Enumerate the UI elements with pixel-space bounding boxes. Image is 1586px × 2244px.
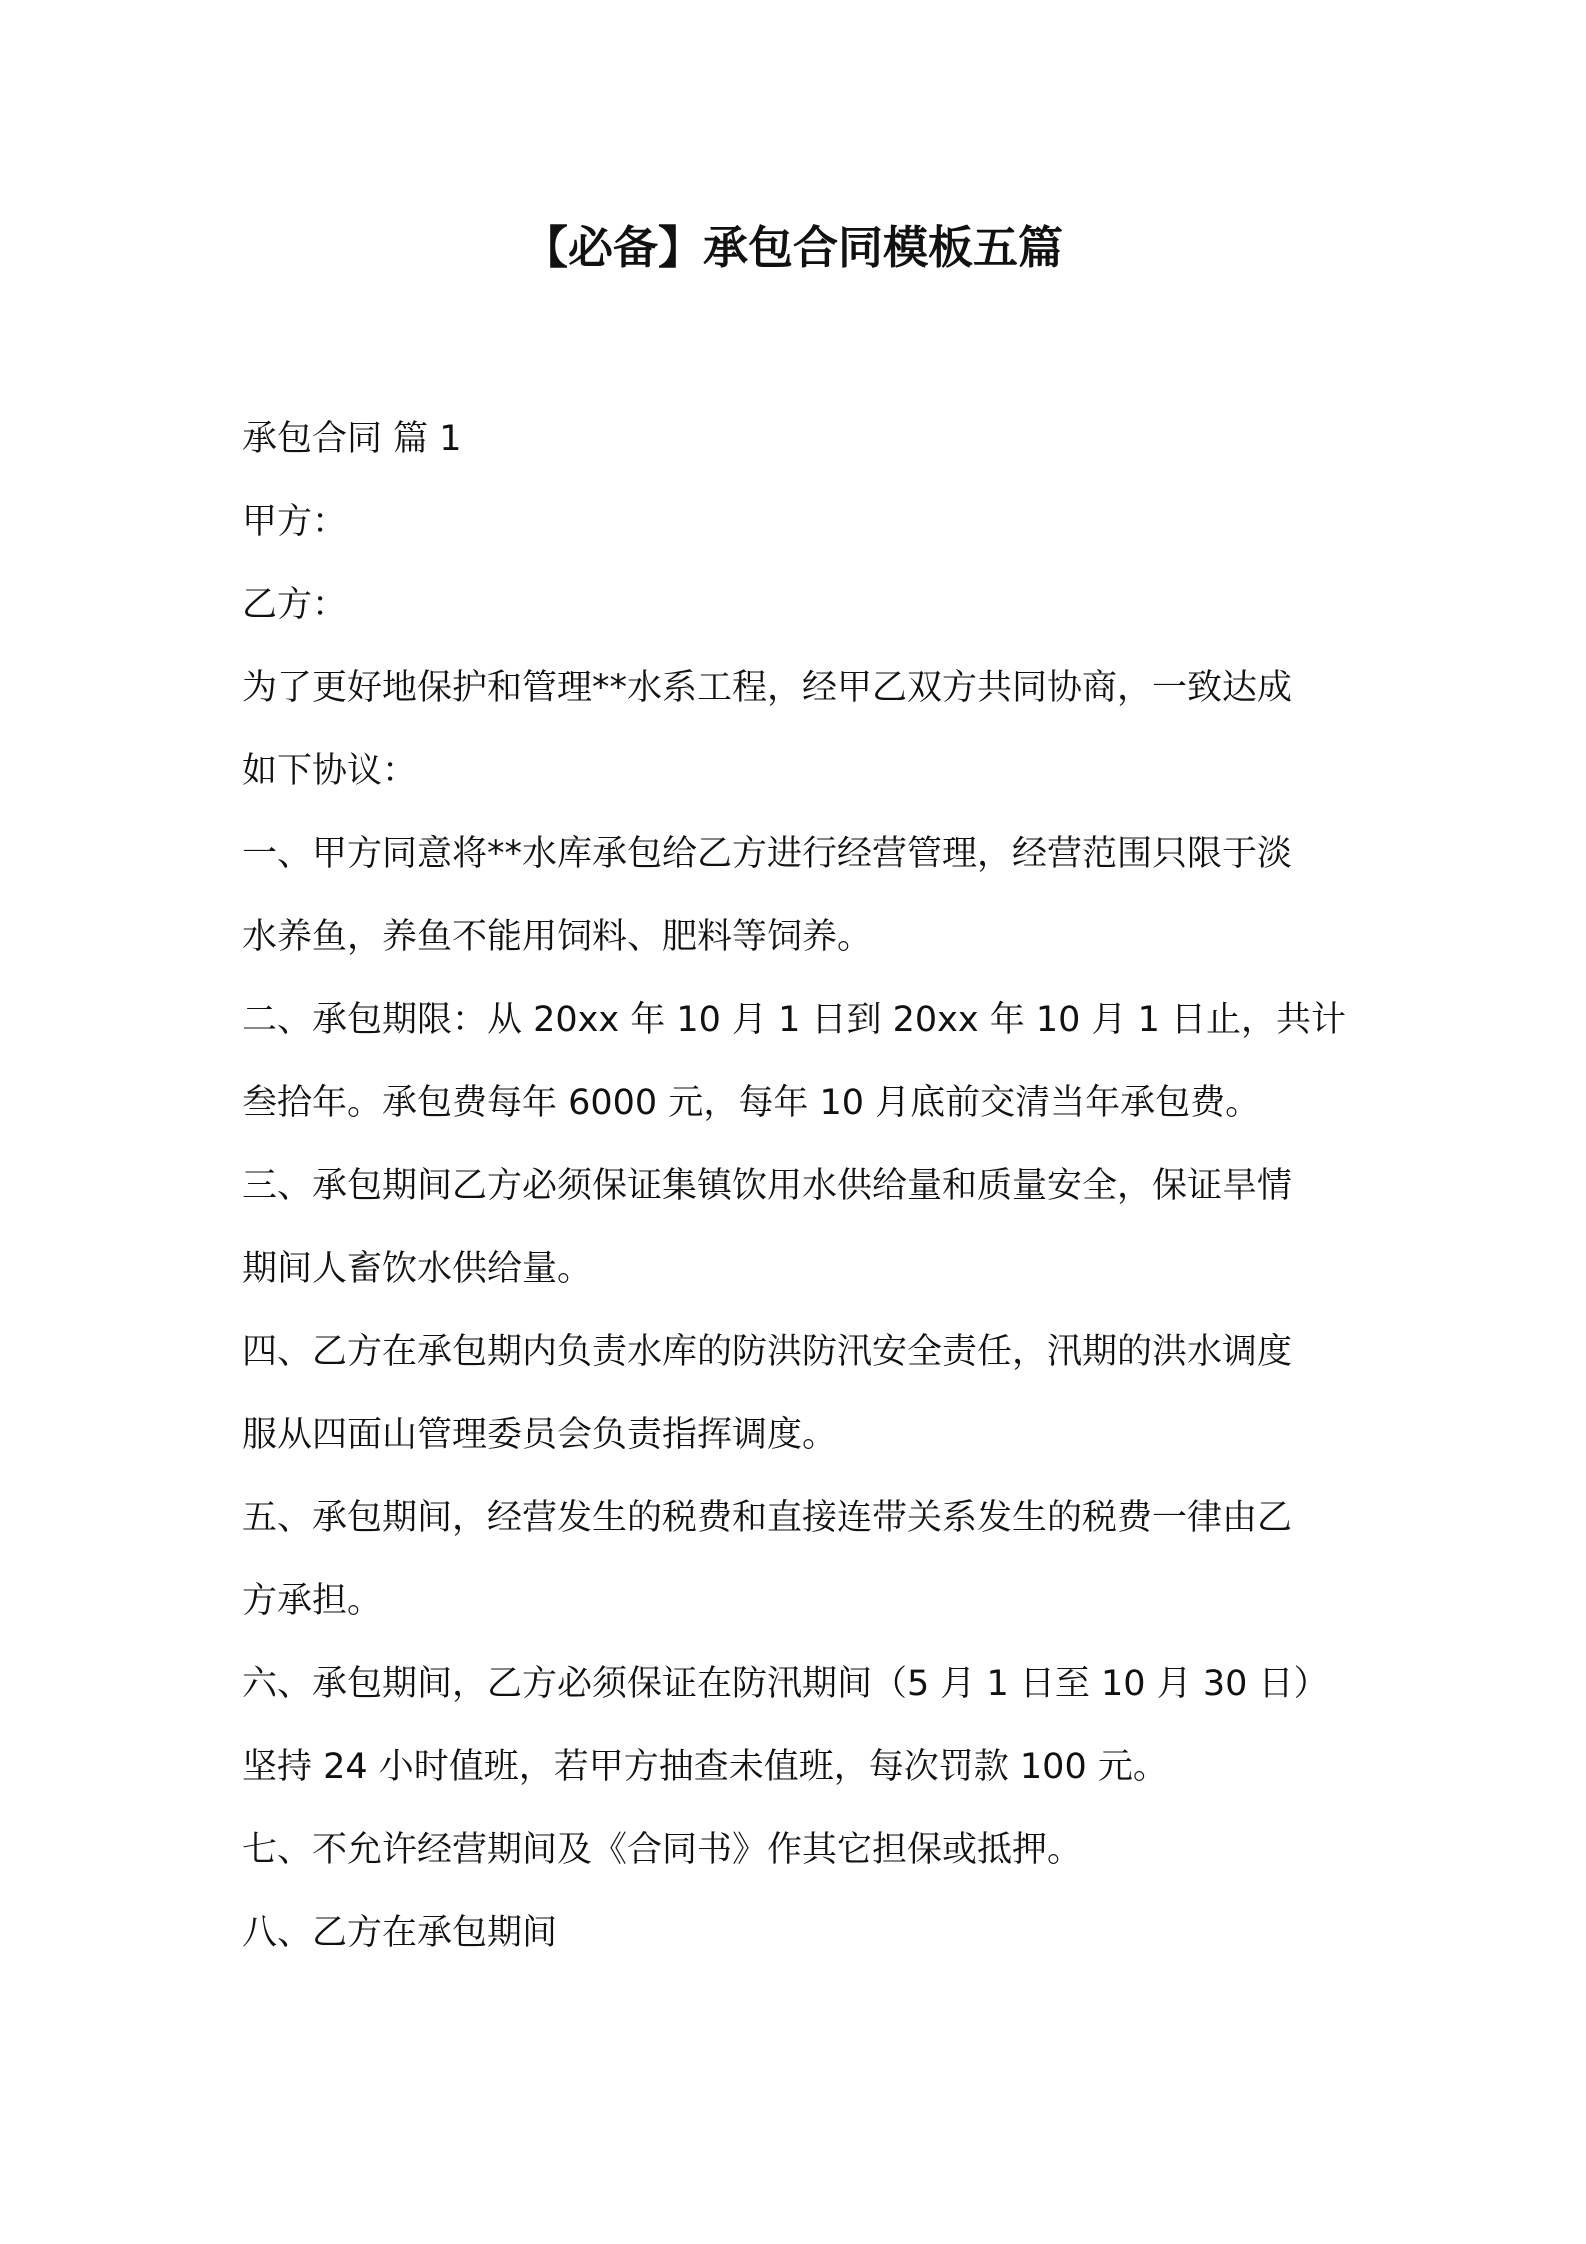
document-body [242,398,1354,1975]
paragraph-line: 如下协议： [242,751,418,791]
clause-line: 八、乙方在承包期间 [242,1913,558,1953]
clause-line: 坚持 24 小时值班，若甲方抽查未值班，每次罚款 100 元。 [242,1747,1168,1787]
paragraph-line: 为了更好地保护和管理**水系工程，经甲乙双方共同协商，一致达成 [242,668,1293,708]
party-a-label: 甲方： [242,502,348,542]
clause-line: 二、承包期限：从 20xx 年 10 月 1 日到 20xx 年 10 月 1 日止，共计 [242,1000,1347,1040]
clause-line: 服从四面山管理委员会负责指挥调度。 [242,1415,838,1455]
party-b-label: 乙方： [242,585,348,625]
clause-line: 一、甲方同意将**水库承包给乙方进行经营管理，经营范围只限于淡 [242,834,1293,874]
clause-line: 方承担。 [242,1581,383,1621]
clause-line: 四、乙方在承包期内负责水库的防洪防汛安全责任，汛期的洪水调度 [242,1332,1293,1372]
clause-line: 七、不允许经营期间及《合同书》作其它担保或抵押。 [242,1830,1083,1870]
clause-line: 期间人畜饮水供给量。 [242,1249,593,1289]
section-heading: 承包合同 篇 1 [242,419,462,459]
clause-line: 五、承包期间，经营发生的税费和直接连带关系发生的税费一律由乙 [242,1498,1293,1538]
clause-line: 六、承包期间，乙方必须保证在防汛期间（5 月 1 日至 10 月 30 日） [242,1664,1329,1704]
clause-line: 叁拾年。承包费每年 6000 元，每年 10 月底前交清当年承包费。 [242,1083,1261,1123]
clause-line: 水养鱼，养鱼不能用饲料、肥料等饲养。 [242,917,873,957]
document-title: 【必备】承包合同模板五篇 [522,221,1063,274]
clause-line: 三、承包期间乙方必须保证集镇饮用水供给量和质量安全，保证旱情 [242,1166,1293,1206]
